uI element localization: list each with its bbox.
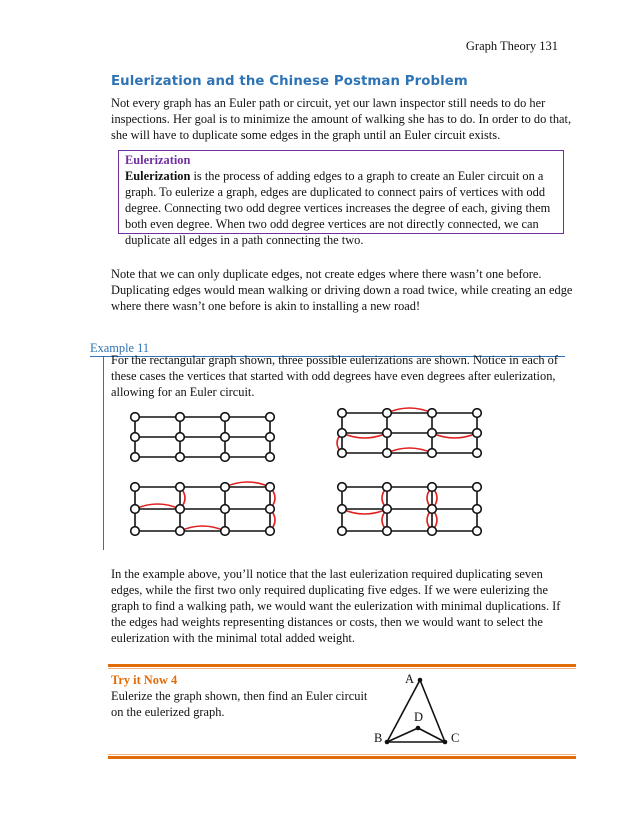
example-sidebar bbox=[103, 356, 104, 550]
eulerization-figures bbox=[120, 395, 490, 550]
vertex bbox=[338, 429, 347, 438]
vertex bbox=[266, 505, 275, 514]
grid-graph-eulerization-2 bbox=[131, 482, 275, 535]
vertex bbox=[131, 433, 140, 442]
vertex bbox=[221, 527, 230, 536]
vertex bbox=[131, 527, 140, 536]
vertex bbox=[428, 429, 437, 438]
vertex bbox=[221, 413, 230, 422]
try-bottom-rule bbox=[108, 756, 576, 759]
vertex bbox=[473, 527, 482, 536]
vertex bbox=[266, 483, 275, 492]
vertex-d bbox=[416, 726, 421, 731]
vertex-c bbox=[443, 740, 448, 745]
vertex bbox=[266, 413, 275, 422]
vertex bbox=[383, 505, 392, 514]
definition-body: is the process of adding edges to a graph to create an Euler circuit on a graph. To eulerize a graph, edges are duplicated to connect pairs of vertices with odd degree. Connecting two odd degree vertices increases the degree of each, giving them both even degree. When two odd degree vertices are not directly connected, we can duplicate all edges in a path connecting the two. bbox=[125, 169, 551, 247]
vertex bbox=[428, 483, 437, 492]
vertex bbox=[338, 449, 347, 458]
vertex-a bbox=[418, 678, 423, 683]
vertex bbox=[383, 449, 392, 458]
note-paragraph: Note that we can only duplicate edges, not create edges where there wasn’t one before. Duplicating edges would mean walking or driving down a road twice, while creating an edge where there wasn’t one before is akin to installing a new road! bbox=[111, 267, 573, 313]
vertex bbox=[428, 449, 437, 458]
vertex bbox=[176, 505, 185, 514]
vertex bbox=[266, 433, 275, 442]
vertex bbox=[383, 527, 392, 536]
grid-graph-eulerization-1 bbox=[337, 408, 481, 457]
vertex bbox=[176, 453, 185, 462]
edge-b-d bbox=[387, 728, 418, 742]
vertex bbox=[221, 433, 230, 442]
try-it-title: Try it Now 4 bbox=[111, 673, 178, 687]
vertex bbox=[131, 505, 140, 514]
vertex bbox=[176, 527, 185, 536]
vertex bbox=[338, 409, 347, 418]
vertex bbox=[131, 413, 140, 422]
vertex bbox=[176, 433, 185, 442]
vertex bbox=[176, 413, 185, 422]
vertex bbox=[383, 409, 392, 418]
try-bottom-rule-thin bbox=[108, 754, 576, 755]
definition-term: Eulerization bbox=[125, 169, 191, 183]
label-d: D bbox=[414, 710, 424, 724]
vertex bbox=[338, 527, 347, 536]
try-top-rule-thin bbox=[108, 668, 576, 669]
section-title: Eulerization and the Chinese Postman Problem bbox=[111, 74, 468, 89]
try-top-rule bbox=[108, 664, 576, 667]
vertex bbox=[428, 505, 437, 514]
edge-a-c bbox=[420, 680, 445, 742]
vertex bbox=[338, 505, 347, 514]
definition-title: Eulerization bbox=[125, 153, 191, 167]
example-label: Example 11 bbox=[90, 341, 150, 355]
vertex bbox=[266, 527, 275, 536]
vertex bbox=[428, 409, 437, 418]
triangle-graph bbox=[370, 670, 480, 750]
vertex bbox=[383, 483, 392, 492]
example-text: For the rectangular graph shown, three possible eulerizations are shown. Notice in each of these cases the vertices that started with odd degrees have even degrees after eulerization, allowing for an Euler circuit. bbox=[111, 353, 558, 399]
vertex bbox=[221, 483, 230, 492]
definition-box bbox=[118, 150, 564, 247]
after-example-paragraph: In the example above, you’ll notice that the last eulerization required duplicating seven edges, while the first two only required duplicating five edges. If we were eulerizing the graph to find a walking path, we would want the eulerization with minimal duplications. If the edges had weights representing distances or costs, then we would want to select the eulerization with the minimal total added weight. bbox=[111, 567, 561, 645]
label-a: A bbox=[405, 672, 415, 686]
grid-graph-eulerization-3 bbox=[338, 483, 482, 536]
vertex bbox=[221, 505, 230, 514]
vertex-b bbox=[385, 740, 390, 745]
vertex bbox=[176, 483, 185, 492]
intro-paragraph: Not every graph has an Euler path or circuit, yet our lawn inspector still needs to do her inspections. Her goal is to minimize the amount of walking she has to do. In order to do that, she will have to duplicate some edges in the graph until an Euler circuit exists. bbox=[111, 96, 572, 142]
vertex bbox=[473, 505, 482, 514]
vertex bbox=[473, 483, 482, 492]
vertex bbox=[266, 453, 275, 462]
vertex bbox=[131, 453, 140, 462]
vertex bbox=[131, 483, 140, 492]
label-b: B bbox=[374, 731, 383, 745]
vertex bbox=[383, 429, 392, 438]
vertex bbox=[221, 453, 230, 462]
try-it-text: Eulerize the graph shown, then find an Euler circuit on the eulerized graph. bbox=[111, 689, 368, 719]
grid-graph-original bbox=[131, 413, 275, 462]
vertex bbox=[473, 449, 482, 458]
vertex bbox=[473, 429, 482, 438]
running-header: Graph Theory 131 bbox=[465, 39, 558, 53]
vertex bbox=[338, 483, 347, 492]
vertex bbox=[473, 409, 482, 418]
label-c: C bbox=[451, 731, 460, 745]
vertex bbox=[428, 527, 437, 536]
